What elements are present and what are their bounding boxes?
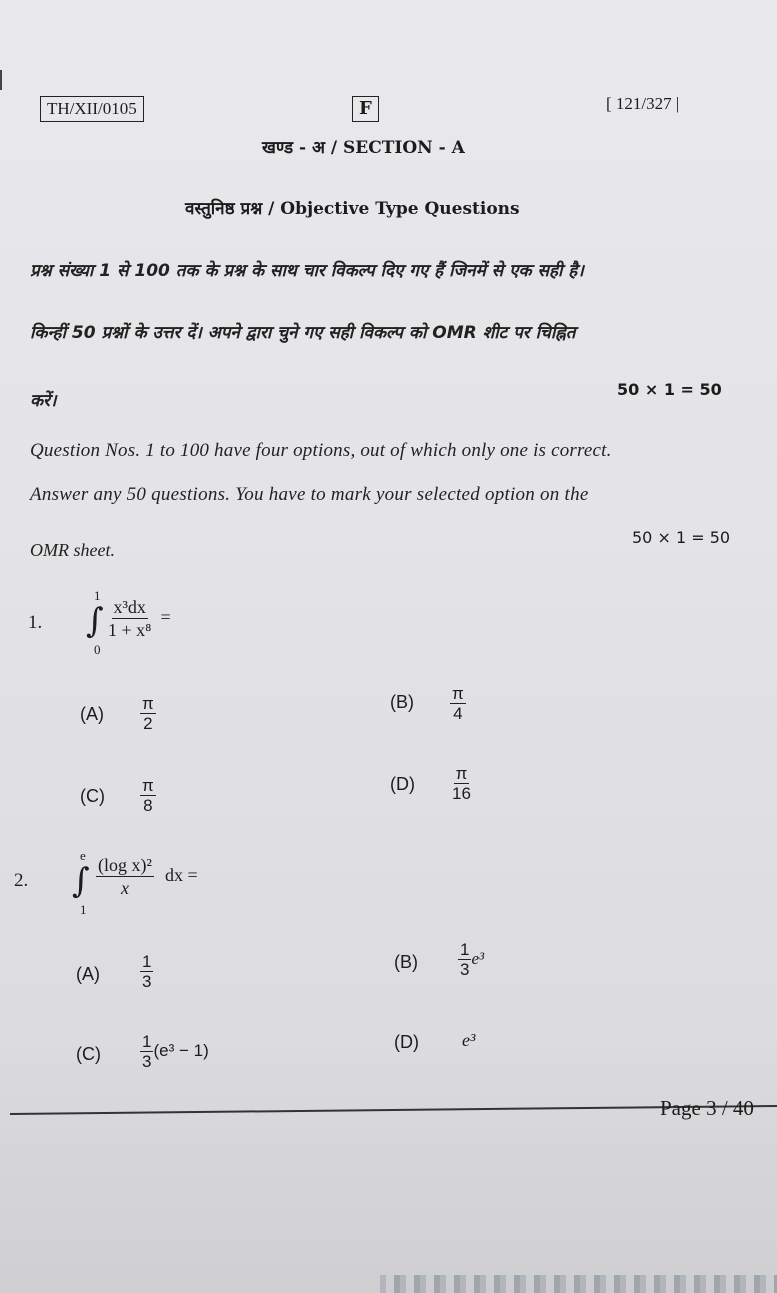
instruction-english-line1: Question Nos. 1 to 100 have four options, out of which only one is correct. xyxy=(30,440,612,461)
question-1-number: 1. xyxy=(28,612,43,633)
q2-option-a-value xyxy=(140,952,153,991)
q2-c-suffix: (e³ − 1) xyxy=(153,1041,209,1060)
marks-hindi: 50 × 1 = 50 xyxy=(617,380,722,399)
q1-option-a-label[interactable]: (A) xyxy=(80,704,104,724)
q1-integrand xyxy=(108,596,171,641)
instruction-hindi-line2: किन्हीं 50 प्रश्नों के उत्तर दें। अपने द्वारा चुने गए सही विकल्प को OMR शीट पर चिह्नित xyxy=(30,323,576,343)
q2-b-den: 3 xyxy=(460,960,470,979)
q1-option-c-value xyxy=(140,776,156,815)
margin-mark xyxy=(0,70,2,90)
q2-denominator: x xyxy=(120,878,129,898)
q1-d-num: π xyxy=(455,764,468,783)
instruction-hindi-line1: प्रश्न संख्या 1 से 100 तक के प्रश्न के साथ चार विकल्प दिए गए हैं जिनमें से एक सही है। xyxy=(30,261,584,281)
q2-option-d-label[interactable]: (D) xyxy=(394,1032,419,1052)
q1-numerator: x³dx xyxy=(113,597,146,617)
q2-lower-limit: 1 xyxy=(80,902,87,917)
q1-a-den: 2 xyxy=(143,714,153,733)
q2-b-suffix: e³ xyxy=(471,949,485,968)
q1-lower-limit: 0 xyxy=(94,642,101,657)
section-title: खण्ड - अ / SECTION - A xyxy=(262,138,465,158)
q2-numerator: (log x)² xyxy=(98,855,152,875)
q2-tail: dx = xyxy=(164,865,198,885)
q2-option-a-label[interactable]: (A) xyxy=(76,964,100,984)
q2-c-den: 3 xyxy=(142,1052,152,1071)
q2-upper-limit: e xyxy=(80,848,86,863)
q1-option-b-value xyxy=(450,684,466,723)
q1-option-b-label[interactable]: (B) xyxy=(390,692,414,712)
paper-code: TH/XII/0105 xyxy=(40,96,144,122)
q2-option-c-value xyxy=(140,1032,209,1071)
q1-tail: = xyxy=(160,607,171,627)
page-number: Page 3 / 40 xyxy=(660,1096,754,1120)
q1-b-den: 4 xyxy=(453,704,463,723)
q2-integrand xyxy=(96,854,198,899)
serial-number: [ 121/327 | xyxy=(606,94,680,113)
q1-d-den: 16 xyxy=(452,784,471,803)
integral-sign-icon: ∫ xyxy=(86,601,104,641)
integral-sign-icon-2: ∫ xyxy=(72,861,90,901)
instruction-english-line3: OMR sheet. xyxy=(30,540,115,560)
set-letter: F xyxy=(352,96,379,122)
question-2-number: 2. xyxy=(14,870,29,891)
q2-a-num: 1 xyxy=(142,952,152,971)
q1-c-num: π xyxy=(142,776,154,795)
q2-option-b-value xyxy=(458,940,484,979)
objective-title: वस्तुनिष्ठ प्रश्न / Objective Type Questions xyxy=(185,199,520,219)
q2-c-num: 1 xyxy=(142,1032,152,1051)
q1-option-c-label[interactable]: (C) xyxy=(80,786,105,806)
q2-a-den: 3 xyxy=(142,972,152,991)
q2-b-num: 1 xyxy=(460,940,470,959)
q1-denominator: 1 + x⁸ xyxy=(108,620,152,640)
q1-option-d-value xyxy=(452,764,471,803)
background-fabric-strip xyxy=(380,1275,777,1293)
q1-upper-limit: 1 xyxy=(94,588,101,603)
q1-a-num: π xyxy=(142,694,154,713)
q2-option-b-label[interactable]: (B) xyxy=(394,952,418,972)
q1-b-num: π xyxy=(452,684,464,703)
q1-option-d-label[interactable]: (D) xyxy=(390,774,415,794)
instruction-english-line2: Answer any 50 questions. You have to mark your selected option on the xyxy=(30,484,589,505)
marks-english: 50 × 1 = 50 xyxy=(632,528,731,547)
q2-option-d-value: e³ xyxy=(462,1030,476,1050)
q1-option-a-value xyxy=(140,694,156,733)
q2-option-c-label[interactable]: (C) xyxy=(76,1044,101,1064)
q1-c-den: 8 xyxy=(143,796,153,815)
instruction-hindi-line3: करें। xyxy=(30,391,57,411)
